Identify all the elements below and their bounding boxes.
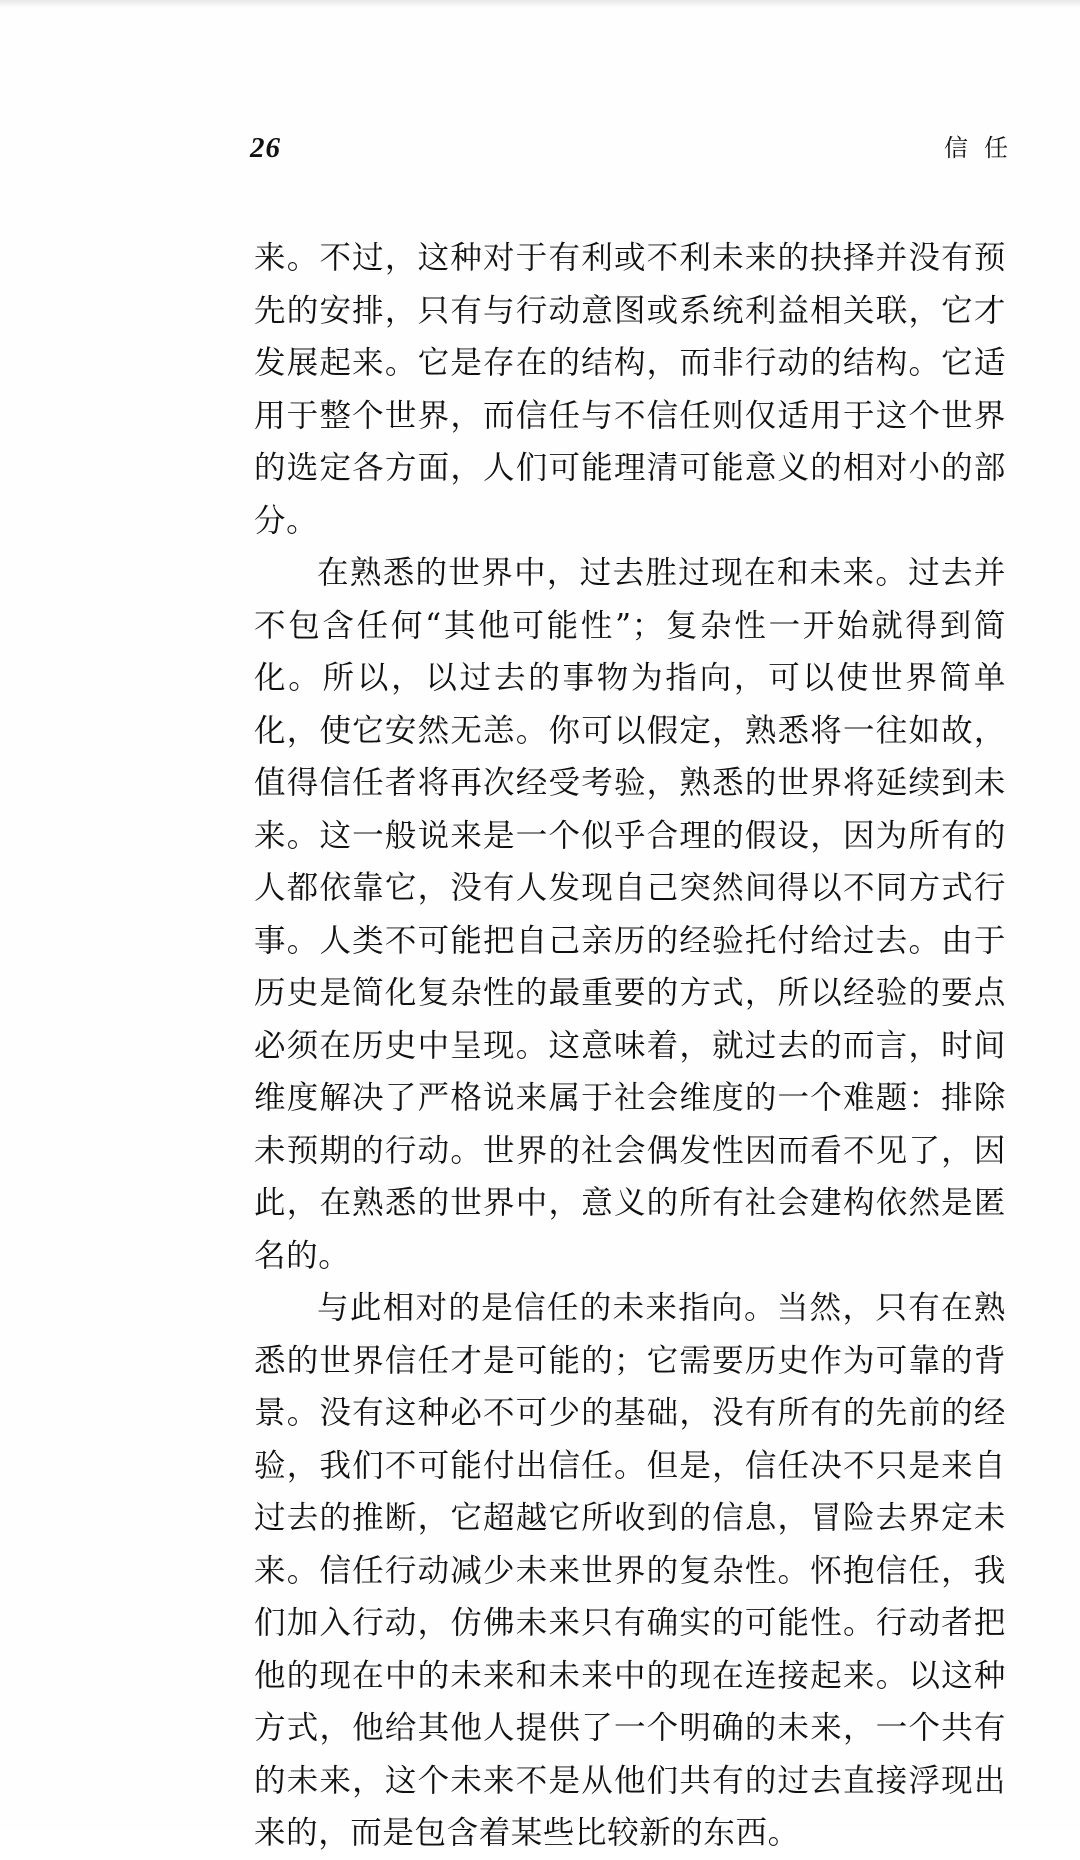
paragraph-1: 来。不过，这种对于有利或不利未来的抉择并没有预先的安排，只有与行动意图或系统利益相关联，它才发展起来。它是存在的结构，而非行动的结构。它适用于整个世界，而信任与不信任则仅适用于这个世界的选定各方面，人们可能理清可能意义的相对小的部分。 xyxy=(254,240,1006,539)
paragraph-2: 在熟悉的世界中，过去胜过现在和未来。过去并不包含任何“其他可能性”；复杂性一开始就得到简化。所以，以过去的事物为指向，可以使世界简单化，使它安然无恙。你可以假定，熟悉将一往如故，值得信任者将再次经受考验，熟悉的世界将延续到未来。这一般说来是一个似乎合理的假设，因为所有的人都依靠它，没有人发现自己突然间得以不同方式行事。人类不可能把自己亲历的经验托付给过去。由于历史是简化复杂性的最重要的方式，所以经验的要点必须在历史中呈现。这意味着，就过去的而言，时间维度解决了严格说来属于社会维度的一个难题：排除未预期的行动。世界的社会偶发性因而看不见了，因此，在熟悉的世界中，意义的所有社会建构依然是匿名的。 xyxy=(254,555,1006,1274)
page-number: 26 xyxy=(250,132,281,164)
running-title: 信任 xyxy=(944,134,1024,162)
paragraph-3: 与此相对的是信任的未来指向。当然，只有在熟悉的世界信任才是可能的；它需要历史作为可靠的背景。没有这种必不可少的基础，没有所有的先前的经验，我们不可能付出信任。但是，信任决不只是来自过去的推断，它超越它所收到的信息，冒险去界定未来。信任行动减少未来世界的复杂性。怀抱信任，我们加入行动，仿佛未来只有确实的可能性。行动者把他的现在中的未来和未来中的现在连接起来。以这种方式，他给其他人提供了一个明确的未来，一个共有的未来，这个未来不是从他们共有的过去直接浮现出来的，而是包含着某些比较新的东西。 xyxy=(254,1290,1006,1851)
body-text xyxy=(254,232,1006,1860)
page-top-edge xyxy=(0,0,1080,8)
page-header xyxy=(250,128,1024,178)
